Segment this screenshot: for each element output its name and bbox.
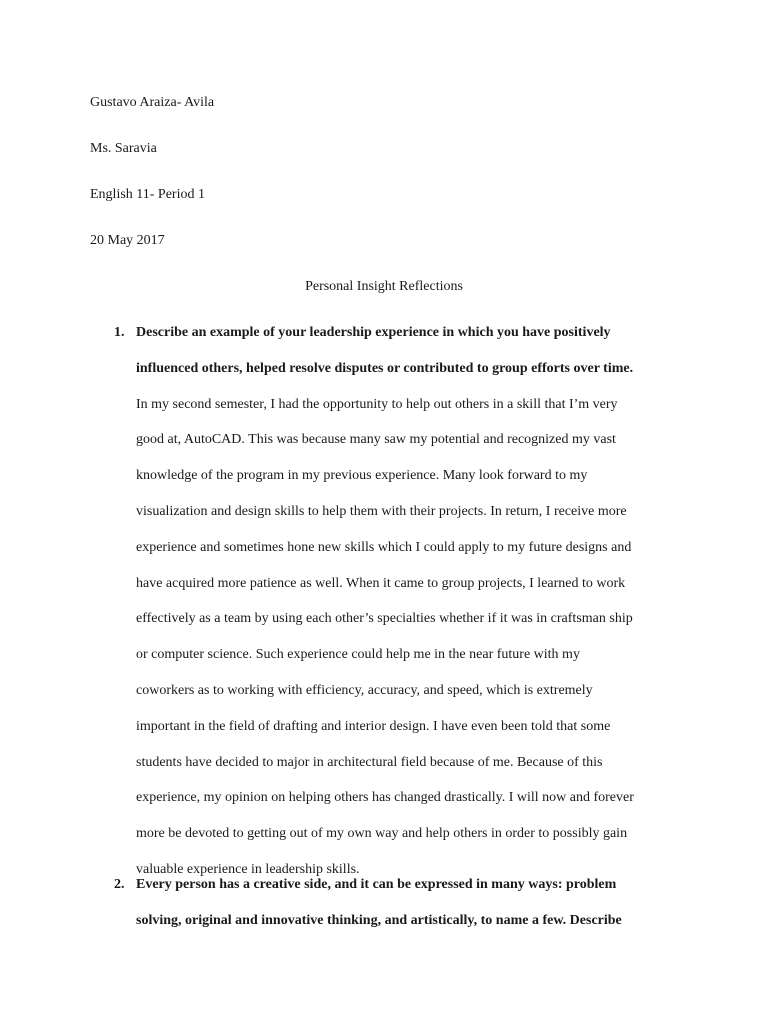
answer-line: valuable experience in leadership skills. — [136, 862, 360, 877]
question-prompt-line: Every person has a creative side, and it can be expressed in many ways: problem — [136, 877, 617, 892]
answer-line: good at, AutoCAD. This was because many saw my potential and recognized my vast — [136, 432, 616, 448]
answer-line: or computer science. Such experience could help me in the near future with my — [136, 647, 580, 663]
question-number: 1. — [114, 325, 125, 340]
course-period: English 11- Period 1 — [90, 187, 205, 202]
answer-line: In my second semester, I had the opportunity to help out others in a skill that I’m very — [136, 396, 618, 412]
answer-line: important in the field of drafting and interior design. I have even been told that some — [136, 718, 611, 734]
teacher-name: Ms. Saravia — [90, 141, 157, 156]
answer-line: effectively as a team by using each other’s specialties whether if it was in craftsman ship — [136, 611, 633, 627]
answer-line: more be devoted to getting out of my own way and help others in order to possibly gain — [136, 826, 628, 842]
answer-line: students have decided to major in architectural field because of me. Because of this — [136, 754, 603, 770]
question-prompt-line: Describe an example of your leadership experience in which you have positively — [136, 325, 611, 340]
question-number: 2. — [114, 877, 125, 892]
answer-line: visualization and design skills to help them with their projects. In return, I receive more — [136, 504, 627, 519]
answer-line: experience and sometimes hone new skills which I could apply to my future designs and — [136, 539, 632, 555]
student-name: Gustavo Araiza- Avila — [90, 95, 215, 110]
answer-line: have acquired more patience as well. When it came to group projects, I learned to work — [136, 575, 626, 591]
answer-line: experience, my opinion on helping others has changed drastically. I will now and forever — [136, 790, 634, 806]
question-prompt-line: solving, original and innovative thinking, and artistically, to name a few. Describe — [136, 912, 622, 928]
answer-line: coworkers as to working with efficiency, accuracy, and speed, which is extremely — [136, 683, 593, 698]
answer-line: knowledge of the program in my previous experience. Many look forward to my — [136, 468, 588, 484]
question-prompt-line: influenced others, helped resolve disputes or contributed to group efforts over time. — [136, 360, 634, 376]
document-date: 20 May 2017 — [90, 233, 165, 248]
document-title: Personal Insight Reflections — [305, 279, 463, 294]
